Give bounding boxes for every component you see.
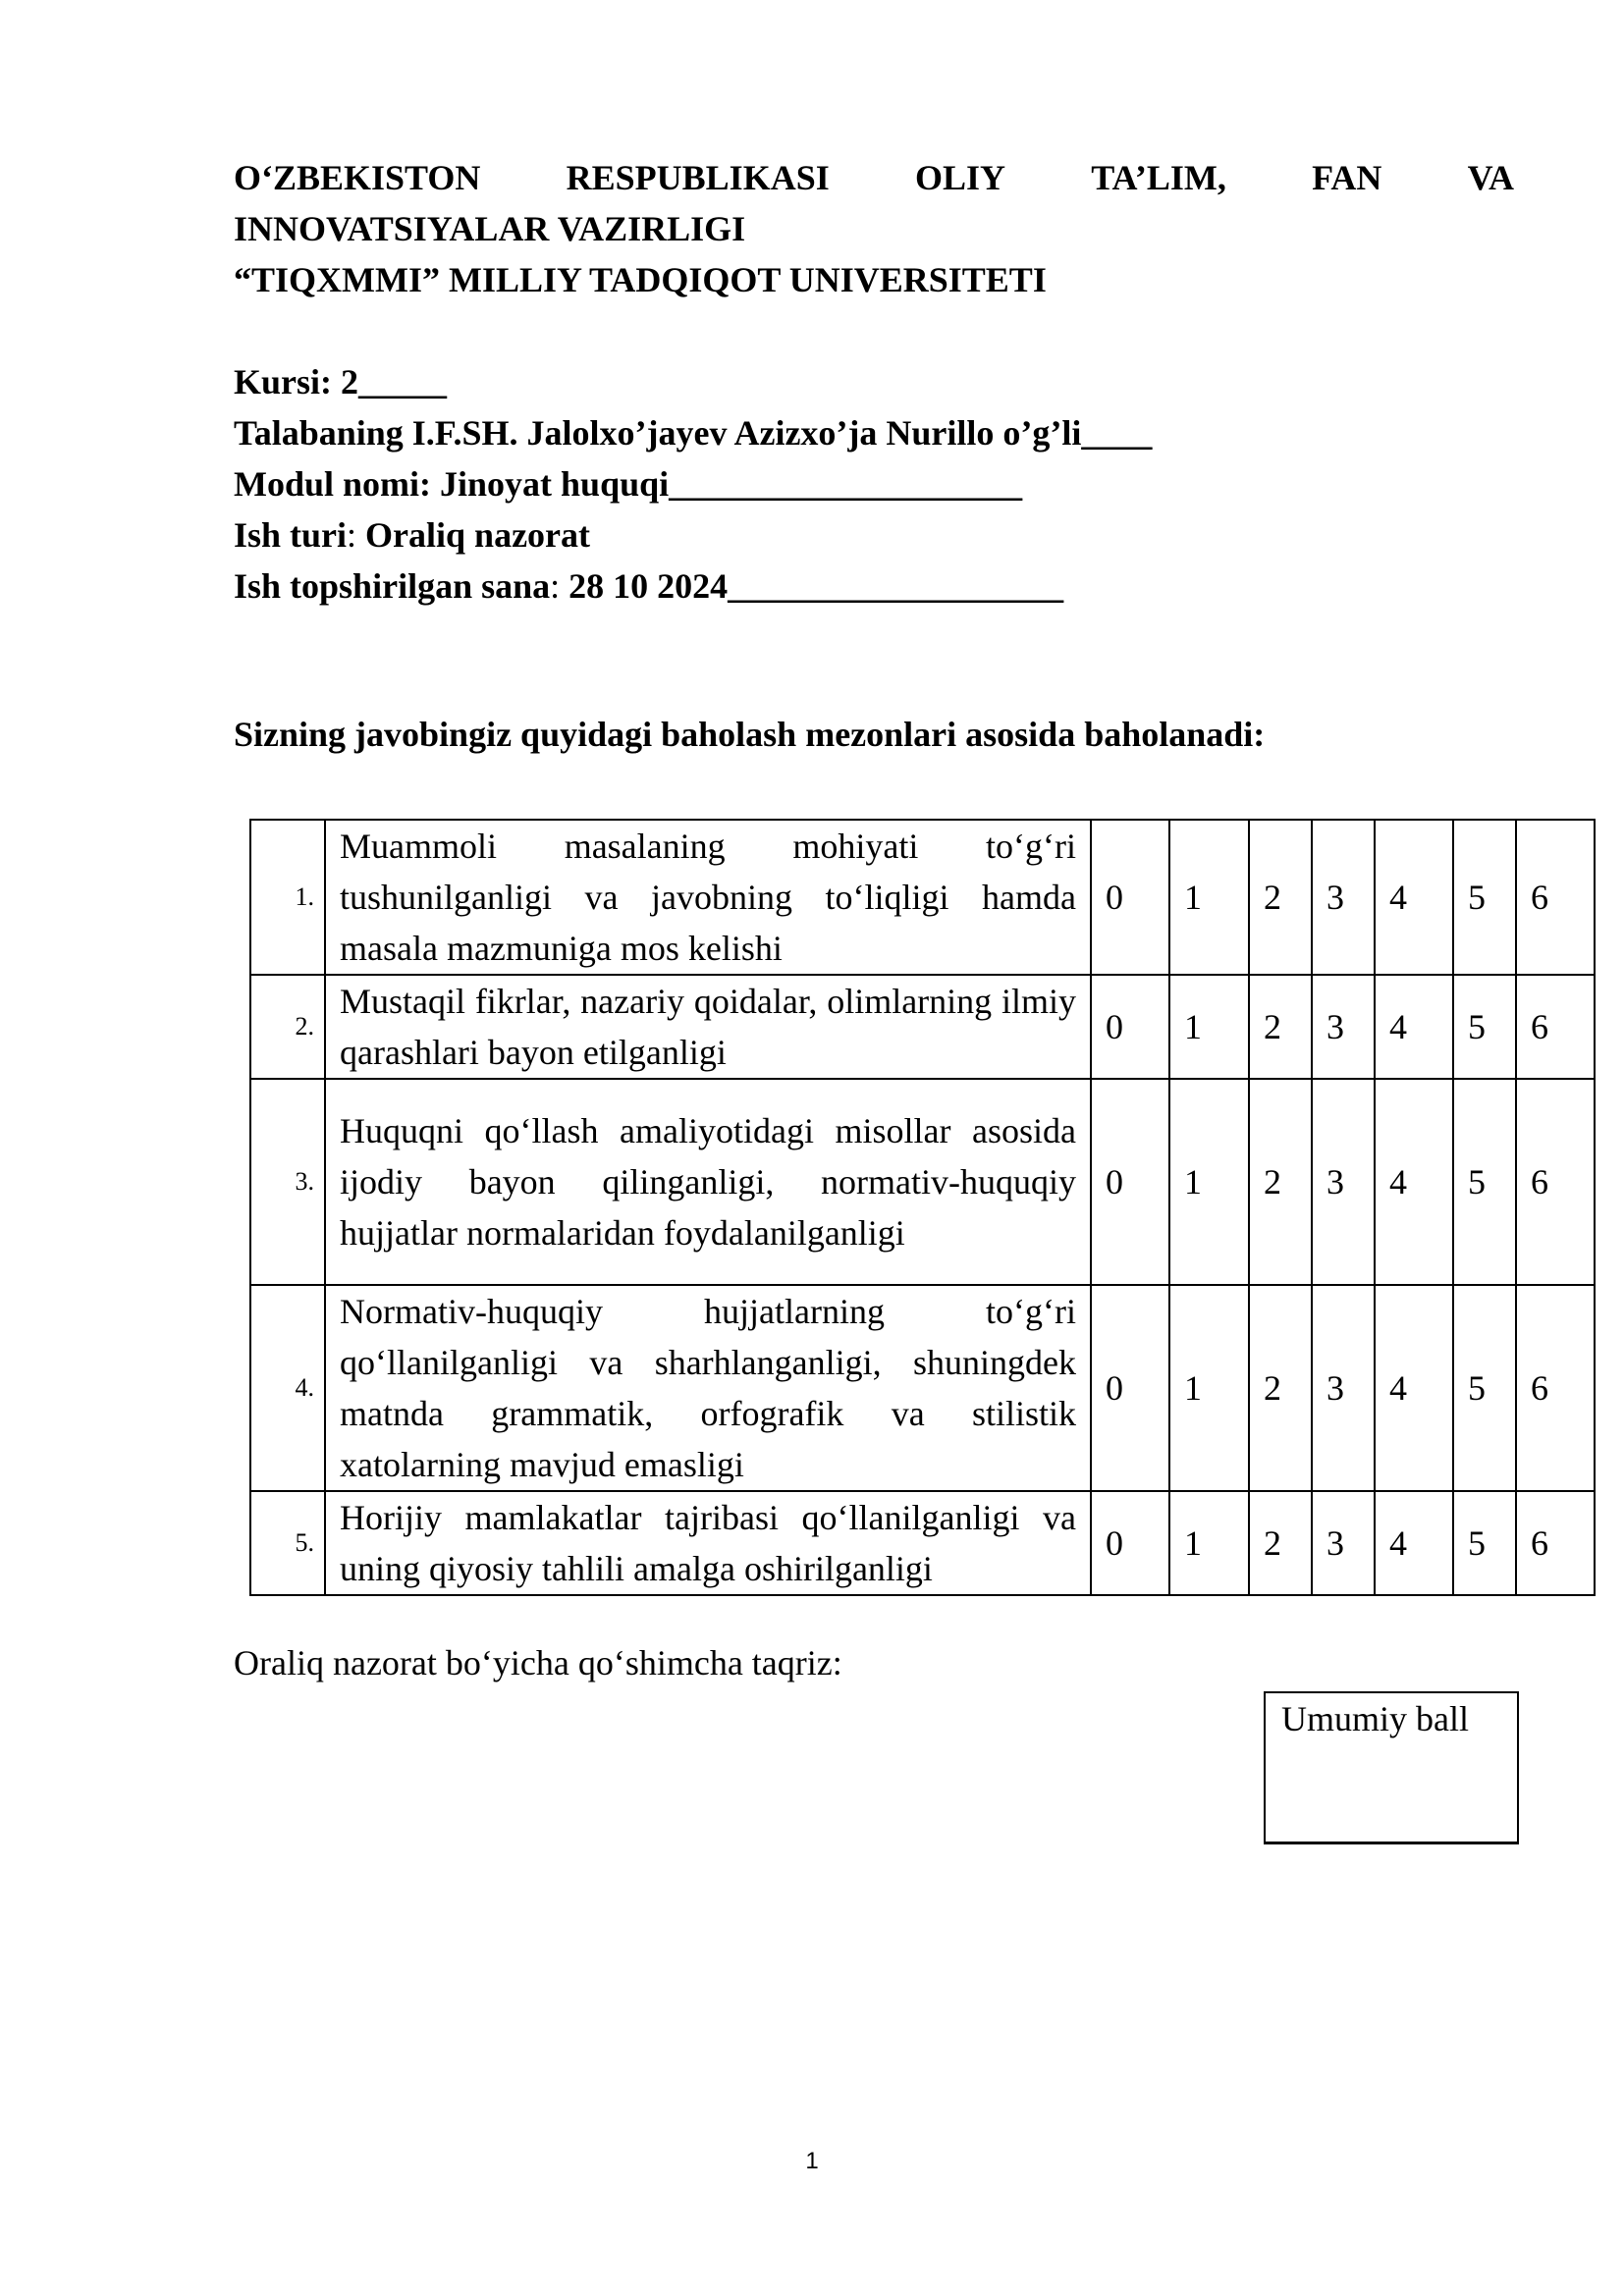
score-cell: 3	[1312, 1079, 1375, 1285]
score-cell: 1	[1169, 1079, 1249, 1285]
criterion-number: 2.	[250, 975, 325, 1079]
document-header	[234, 152, 1514, 305]
criterion-number: 3.	[250, 1079, 325, 1285]
score-cell: 0	[1091, 975, 1169, 1079]
score-cell: 5	[1453, 975, 1516, 1079]
table-row	[250, 1285, 1595, 1491]
table-row	[250, 820, 1595, 975]
score-cell: 0	[1091, 1079, 1169, 1285]
criteria-table	[249, 819, 1596, 1596]
score-cell: 2	[1249, 1079, 1312, 1285]
criterion-text: Muammoli masalaning mohiyati to‘g‘ri tushunilganligi va javobning to‘liqligi hamda masala mazmuniga mos kelishi	[325, 820, 1091, 975]
score-cell: 1	[1169, 975, 1249, 1079]
university-name: “TIQXMMI” MILLIY TADQIQOT UNIVERSITETI	[234, 260, 1047, 299]
student-name-field: Talabaning I.F.SH. Jalolxo’jayev Azizxo’ja Nurillo o’g’li____	[234, 413, 1153, 453]
score-cell: 5	[1453, 1285, 1516, 1491]
score-cell: 4	[1375, 820, 1453, 975]
score-cell: 1	[1169, 1285, 1249, 1491]
header-word: O‘ZBEKISTON	[234, 158, 481, 197]
total-score-label: Umumiy ball	[1281, 1699, 1469, 1738]
score-cell: 5	[1453, 1079, 1516, 1285]
score-cell: 1	[1169, 820, 1249, 975]
score-cell: 2	[1249, 1285, 1312, 1491]
score-cell: 5	[1453, 1491, 1516, 1595]
work-type-value: Oraliq nazorat	[365, 515, 591, 555]
score-cell: 3	[1312, 1491, 1375, 1595]
score-cell: 2	[1249, 1491, 1312, 1595]
header-word: RESPUBLIKASI	[566, 158, 830, 197]
score-cell: 6	[1516, 975, 1595, 1079]
work-type-separator: :	[347, 515, 366, 555]
criterion-text: Mustaqil fikrlar, nazariy qoidalar, olimlarning ilmiy qarashlari bayon etilganligi	[325, 975, 1091, 1079]
score-cell: 0	[1091, 1285, 1169, 1491]
score-cell: 4	[1375, 1079, 1453, 1285]
header-line-1	[234, 152, 1514, 203]
score-cell: 6	[1516, 820, 1595, 975]
score-cell: 1	[1169, 1491, 1249, 1595]
criterion-text: Huquqni qo‘llash amaliyotidagi misollar asosida ijodiy bayon qilinganligi, normativ-huquqiy hujjatlar normalaridan foydalanilganligi	[325, 1079, 1091, 1285]
criterion-number: 4.	[250, 1285, 325, 1491]
score-cell: 2	[1249, 975, 1312, 1079]
page-number: 1	[805, 2148, 819, 2174]
header-line-2: INNOVATSIYALAR VAZIRLIGI	[234, 209, 746, 248]
score-cell: 6	[1516, 1491, 1595, 1595]
score-cell: 3	[1312, 975, 1375, 1079]
score-cell: 3	[1312, 820, 1375, 975]
score-cell: 0	[1091, 1491, 1169, 1595]
score-cell: 0	[1091, 820, 1169, 975]
work-type-field	[234, 509, 1152, 561]
table-row	[250, 1491, 1595, 1595]
total-score-box	[1264, 1691, 1519, 1844]
module-name-field: Modul nomi: Jinoyat huquqi____________________	[234, 464, 1023, 504]
submission-date-separator: :	[550, 566, 569, 606]
course-field: Kursi: 2_____	[234, 362, 448, 401]
criterion-text: Horijiy mamlakatlar tajribasi qo‘llanilganligi va uning qiyosiy tahlili amalga oshirilganligi	[325, 1491, 1091, 1595]
score-cell: 4	[1375, 975, 1453, 1079]
criterion-text: Normativ-huquqiy hujjatlarning to‘g‘ri qo‘llanilganligi va sharhlanganligi, shuningdek matnda grammatik, orfografik va stilistik xatolarning mavjud emasligi	[325, 1285, 1091, 1491]
submission-date-value: 28 10 2024___________________	[568, 566, 1064, 606]
work-type-label: Ish turi	[234, 515, 348, 555]
table-row	[250, 1079, 1595, 1285]
table-row	[250, 975, 1595, 1079]
additional-review-label: Oraliq nazorat bo‘yicha qo‘shimcha taqriz:	[234, 1643, 842, 1682]
student-info	[234, 356, 1152, 612]
score-cell: 6	[1516, 1285, 1595, 1491]
submission-date-field	[234, 561, 1152, 612]
score-cell: 3	[1312, 1285, 1375, 1491]
header-word: OLIY	[914, 158, 1005, 197]
score-cell: 4	[1375, 1491, 1453, 1595]
header-word: FAN	[1312, 158, 1382, 197]
score-cell: 2	[1249, 820, 1312, 975]
score-cell: 4	[1375, 1285, 1453, 1491]
header-word: TA’LIM,	[1091, 158, 1226, 197]
criteria-heading: Sizning javobingiz quyidagi baholash mezonlari asosida baholanadi:	[234, 715, 1266, 754]
header-word: VA	[1467, 158, 1514, 197]
criterion-number: 1.	[250, 820, 325, 975]
score-cell: 5	[1453, 820, 1516, 975]
criterion-number: 5.	[250, 1491, 325, 1595]
score-cell: 6	[1516, 1079, 1595, 1285]
submission-date-label: Ish topshirilgan sana	[234, 566, 551, 606]
